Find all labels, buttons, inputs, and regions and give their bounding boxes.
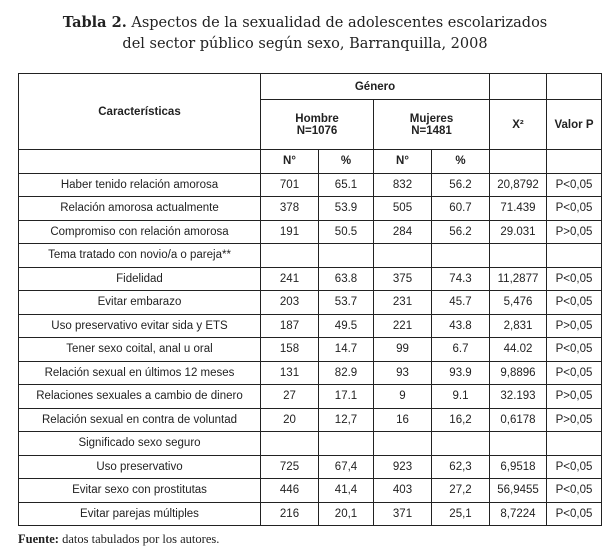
hombre-pct [319,244,374,268]
hombre-pct: 53.9 [319,197,374,221]
table-row [19,479,602,503]
table-row [19,361,602,385]
hombre-n: 241 [261,267,319,291]
row-label: Haber tenido relación amorosa [19,173,261,197]
hombre-pct: 63.8 [319,267,374,291]
p-value: P<0,05 [547,455,602,479]
header-mujeres: Mujeres N=1481 [374,100,490,150]
hombre-n: 701 [261,173,319,197]
chi-square: 6,9518 [490,455,547,479]
hombre-n: 446 [261,479,319,503]
mujeres-pct: 16,2 [432,408,490,432]
mujeres-n: 505 [374,197,432,221]
mujeres-n: 403 [374,479,432,503]
hombre-pct: 20,1 [319,502,374,526]
table-row [19,432,602,456]
chi-square: 5,476 [490,291,547,315]
hombre-n: 725 [261,455,319,479]
table-row [19,408,602,432]
chi-square: 44.02 [490,338,547,362]
header-blank [490,150,547,174]
row-label: Tener sexo coital, anal u oral [19,338,261,362]
mujeres-pct: 45.7 [432,291,490,315]
mujeres-n: 9 [374,385,432,409]
p-value: P<0,05 [547,338,602,362]
row-label: Uso preservativo [19,455,261,479]
p-value: P<0,05 [547,291,602,315]
row-label: Evitar embarazo [19,291,261,315]
p-value [547,244,602,268]
mujeres-pct: 9.1 [432,385,490,409]
mujeres-n: 284 [374,220,432,244]
chi-square: 32.193 [490,385,547,409]
mujeres-n: 375 [374,267,432,291]
chi-square: 20,8792 [490,173,547,197]
caption-line1: Aspectos de la sexualidad de adolescentes escolarizados [131,15,548,31]
hombre-pct: 41,4 [319,479,374,503]
mujeres-pct: 6.7 [432,338,490,362]
hombre-n: 27 [261,385,319,409]
mujeres-pct: 62,3 [432,455,490,479]
mujeres-pct: 74.3 [432,267,490,291]
table-row [19,338,602,362]
hombre-pct: 53.7 [319,291,374,315]
mujeres-n: 16 [374,408,432,432]
mujeres-n: 93 [374,361,432,385]
mujeres-pct: 25,1 [432,502,490,526]
table-row [19,267,602,291]
hombre-pct: 12,7 [319,408,374,432]
row-label: Tema tratado con novio/a o pareja** [19,244,261,268]
chi-square [490,432,547,456]
mujeres-pct: 93.9 [432,361,490,385]
table-row [19,220,602,244]
p-value: P>0,05 [547,408,602,432]
row-label: Significado sexo seguro [19,432,261,456]
header-blank [490,74,547,100]
table-caption [0,12,610,55]
chi-square: 8,7224 [490,502,547,526]
data-table [18,73,602,526]
chi-square: 0,6178 [490,408,547,432]
caption-label: Tabla 2. [62,14,127,31]
hombre-pct: 49.5 [319,314,374,338]
p-value: P<0,05 [547,502,602,526]
table-row [19,244,602,268]
mujeres-n: 371 [374,502,432,526]
source-note: Fuente: datos tabulados por los autores. [18,532,220,546]
header-hombre: Hombre N=1076 [261,100,374,150]
p-value [547,432,602,456]
p-value: P<0,05 [547,267,602,291]
p-value: P<0,05 [547,173,602,197]
header-n: N° [261,150,319,174]
hombre-n: 378 [261,197,319,221]
header-caracteristicas: Características [19,74,261,150]
mujeres-n [374,432,432,456]
p-value: P>0,05 [547,314,602,338]
p-value: P<0,05 [547,361,602,385]
hombre-n: 187 [261,314,319,338]
hombre-pct: 14.7 [319,338,374,362]
row-label: Relación sexual en contra de voluntad [19,408,261,432]
hombre-pct: 82.9 [319,361,374,385]
chi-square [490,244,547,268]
hombre-pct: 65.1 [319,173,374,197]
mujeres-pct: 60.7 [432,197,490,221]
header-blank [19,150,261,174]
caption-line2: del sector público según sexo, Barranquilla, 2008 [122,36,488,52]
mujeres-n: 99 [374,338,432,362]
hombre-n: 131 [261,361,319,385]
header-genero: Género [261,74,490,100]
header-pct: % [432,150,490,174]
chi-square: 9,8896 [490,361,547,385]
mujeres-pct [432,244,490,268]
p-value: P>0,05 [547,385,602,409]
hombre-pct: 50.5 [319,220,374,244]
chi-square: 71.439 [490,197,547,221]
table-row [19,385,602,409]
mujeres-pct [432,432,490,456]
mujeres-pct: 56.2 [432,220,490,244]
mujeres-pct: 27,2 [432,479,490,503]
chi-square: 11,2877 [490,267,547,291]
p-value: P>0,05 [547,220,602,244]
table-row [19,314,602,338]
table-row [19,197,602,221]
hombre-n: 20 [261,408,319,432]
table-row [19,455,602,479]
hombre-pct: 17.1 [319,385,374,409]
hombre-n: 158 [261,338,319,362]
chi-square: 29.031 [490,220,547,244]
hombre-pct: 67,4 [319,455,374,479]
p-value: P<0,05 [547,479,602,503]
header-pct: % [319,150,374,174]
hombre-n: 191 [261,220,319,244]
row-label: Fidelidad [19,267,261,291]
row-label: Compromiso con relación amorosa [19,220,261,244]
p-value: P<0,05 [547,197,602,221]
row-label: Evitar sexo con prostitutas [19,479,261,503]
mujeres-n [374,244,432,268]
row-label: Relación sexual en últimos 12 meses [19,361,261,385]
mujeres-n: 923 [374,455,432,479]
header-blank [547,74,602,100]
header-n: N° [374,150,432,174]
mujeres-pct: 43.8 [432,314,490,338]
table-row [19,173,602,197]
header-chi: X² [490,100,547,150]
table-row [19,502,602,526]
mujeres-n: 832 [374,173,432,197]
table-row [19,291,602,315]
mujeres-pct: 56.2 [432,173,490,197]
mujeres-n: 221 [374,314,432,338]
chi-square: 2,831 [490,314,547,338]
row-label: Relación amorosa actualmente [19,197,261,221]
hombre-pct [319,432,374,456]
row-label: Evitar parejas múltiples [19,502,261,526]
row-label: Uso preservativo evitar sida y ETS [19,314,261,338]
hombre-n [261,432,319,456]
hombre-n: 203 [261,291,319,315]
row-label: Relaciones sexuales a cambio de dinero [19,385,261,409]
header-blank [547,150,602,174]
header-valor-p: Valor P [547,100,602,150]
mujeres-n: 231 [374,291,432,315]
hombre-n: 216 [261,502,319,526]
chi-square: 56,9455 [490,479,547,503]
hombre-n [261,244,319,268]
